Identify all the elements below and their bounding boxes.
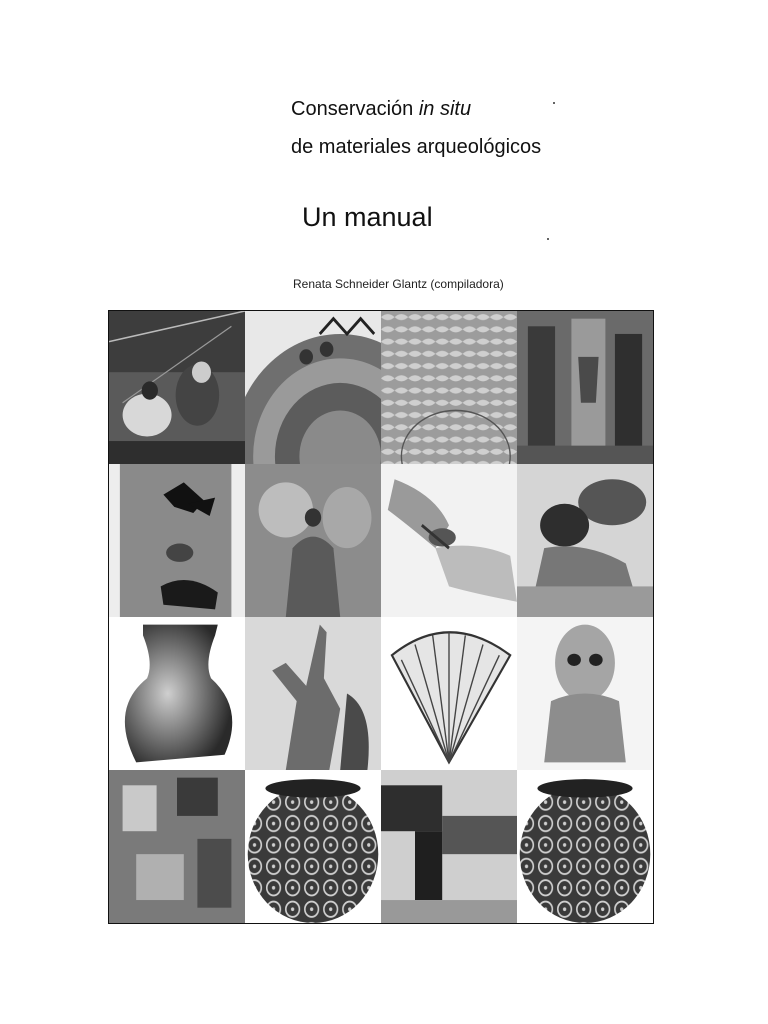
decorated-pot-photo xyxy=(517,770,653,923)
conservator-working-photo xyxy=(517,464,653,617)
mural-fragment-photo xyxy=(245,464,381,617)
stone-mechanism-photo xyxy=(381,770,517,923)
woven-basket-photo xyxy=(381,311,517,464)
photo-mosaic xyxy=(108,310,654,924)
ceramic-vessel-photo xyxy=(109,617,245,770)
decorated-pot-photo xyxy=(245,770,381,923)
cover-subtitle: Un manual xyxy=(302,202,433,232)
figure-sculpture-photo xyxy=(245,617,381,770)
painted-wall-fragment-photo xyxy=(109,770,245,923)
carved-face-photo xyxy=(109,464,245,617)
carved-stone-disk-photo xyxy=(245,311,381,464)
seashell-photo xyxy=(381,617,517,770)
hands-cleaning-object-photo xyxy=(381,464,517,617)
print-speck xyxy=(553,102,555,104)
title-text: Conservación xyxy=(291,98,419,120)
clay-figurine-photo xyxy=(517,617,653,770)
excavation-workers-photo xyxy=(109,311,245,464)
cover-title-line-2: de materiales arqueológicos xyxy=(291,136,542,158)
cover-compiler: Renata Schneider Glantz (compiladora) xyxy=(293,277,504,291)
print-speck xyxy=(547,238,549,240)
stone-relief-photo xyxy=(517,311,653,464)
title-italic: in situ xyxy=(418,98,472,120)
cover-title-line-1 xyxy=(291,98,471,121)
